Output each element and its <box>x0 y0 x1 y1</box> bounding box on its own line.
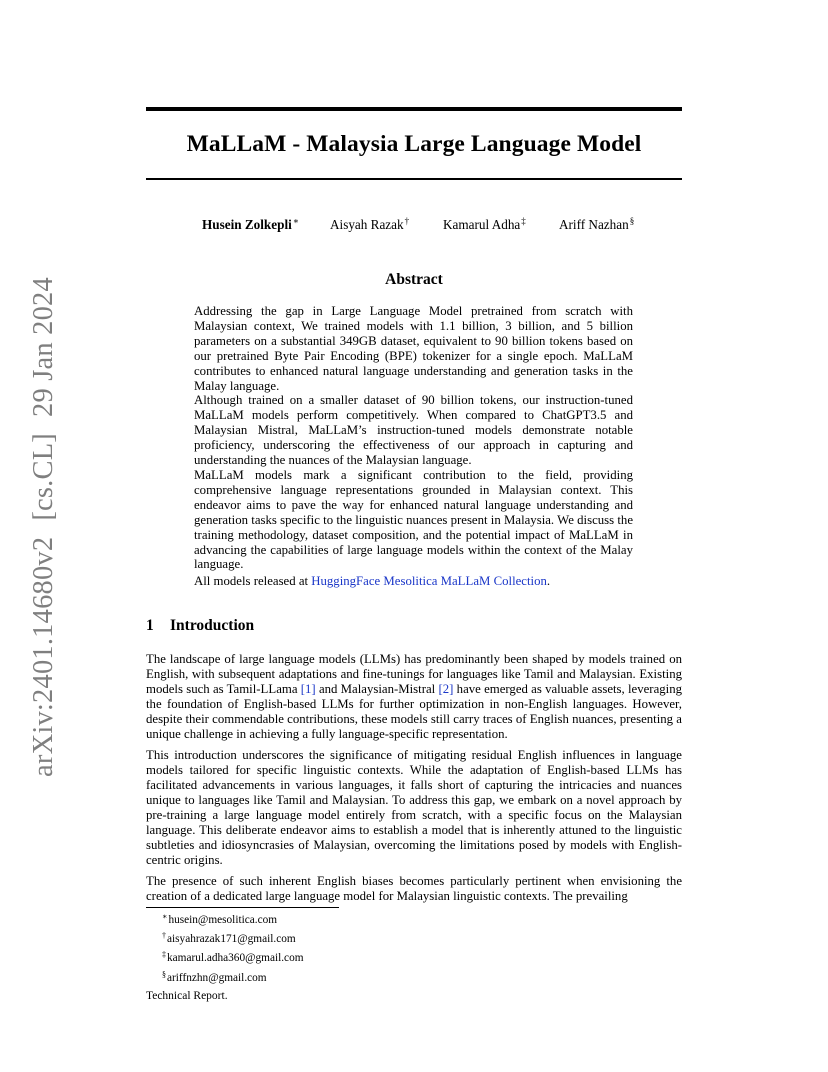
abstract-paragraph: Although trained on a smaller dataset of 90 billion tokens, our instruction-tuned MaLLaM models perform competitively. When compared to ChatGPT3.5 and Malaysian Mistral, MaLLaM’s instruction-tuned models demonstrate notable proficiency, underscoring the effectiveness of our approach in capturing and understanding the nuances of the Malaysian language. <box>194 393 633 468</box>
arxiv-stamp <box>28 277 60 777</box>
footer-note: Technical Report. <box>146 990 228 1002</box>
arxiv-id: arXiv:2401.14680v2 <box>28 536 59 777</box>
footnote: ‡kamarul.adha360@gmail.com <box>162 950 304 965</box>
footnote: †aisyahrazak171@gmail.com <box>162 931 296 946</box>
introduction-body <box>146 652 682 904</box>
footnote-rule <box>146 907 339 908</box>
body-paragraph: This introduction underscores the significance of mitigating residual English influences in language models tailored for specific linguistic contexts. While the adaptation of English-based LLMs has facilitated advancements in various languages, it falls short of capturing the intricacies and nuances unique to languages like Tamil and Malaysian. To address this gap, we embark on a novel approach by pre-training a large language model entirely from scratch, with a specific focus on the Malaysian language. This deliberate endeavor aims to establish a model that is inherently attuned to the linguistic subtleties and idiosyncrasies of Malaysian, overcoming the limitations posed by models with English-centric origins. <box>146 748 682 867</box>
author: Kamarul Adha‡ <box>443 216 526 232</box>
section-number: 1 <box>146 617 154 634</box>
footnote: ∗husein@mesolitica.com <box>162 912 278 926</box>
huggingface-collection-link[interactable]: HuggingFace Mesolitica MaLLaM Collection <box>311 574 547 589</box>
section-heading <box>146 617 254 635</box>
body-paragraph: The landscape of large language models (LLMs) has predominantly been shaped by models trained on English, with subsequent adaptations and fine-tunings for languages like Tamil and Malaysian. Existing models such as Tamil-LLama [1] and Malaysian-Mistral [2] have emerged as valuable assets, leveraging the foundation of English-based LLMs for further optimization in non-English languages. However, despite their commendable contributions, these models still carry traces of English nuances, presenting a unique challenge in achieving a fully language-specific representation. <box>146 652 682 741</box>
paper-title: MaLLaM - Malaysia Large Language Model <box>186 131 642 157</box>
citation-link[interactable]: [1] <box>300 682 316 696</box>
author: Aisyah Razak† <box>330 216 410 232</box>
author: Husein Zolkepli∗ <box>202 216 299 232</box>
abstract-paragraph: All models released at HuggingFace Mesolitica MaLLaM Collection. <box>194 574 551 589</box>
abstract-paragraph: Addressing the gap in Large Language Model pretrained from scratch with Malaysian context, We trained models with 1.1 billion, 3 billion, and 5 billion parameters on a substantial 349GB dataset, equivalent to 90 billion tokens based on our pretrained Byte Pair Encoding (BPE) tokenizer for a single epoch. MaLLaM contributes to enhanced natural language understanding and generation tasks in the Malay language. <box>194 304 633 393</box>
section-title: Introduction <box>170 617 255 634</box>
abstract-paragraph: MaLLaM models mark a significant contribution to the field, providing comprehensive language representations grounded in Malaysian context. This endeavor aims to pave the way for enhanced natural language understanding and generation tasks specific to the linguistic nuances present in Malaysia. We discuss the training methodology, dataset composition, and the potential impact of MaLLaM in advancing the capabilities of large language models within the context of the Malay language. <box>194 467 633 572</box>
footnote: §ariffnzhn@gmail.com <box>162 969 267 984</box>
abstract-body <box>194 304 633 589</box>
citation-link[interactable]: [2] <box>438 682 454 696</box>
body-paragraph: The presence of such inherent English biases becomes particularly pertinent when envisioning the creation of a dedicated large language model for Malaysian linguistic contexts. The prevailing <box>146 874 682 903</box>
title-bottom-rule <box>146 178 682 180</box>
arxiv-category: [cs.CL] <box>28 432 59 521</box>
abstract-heading: Abstract <box>385 271 443 288</box>
author: Ariff Nazhan§ <box>559 216 635 232</box>
title-top-rule <box>146 107 682 111</box>
footnotes <box>162 909 304 986</box>
arxiv-date: 29 Jan 2024 <box>28 277 59 417</box>
